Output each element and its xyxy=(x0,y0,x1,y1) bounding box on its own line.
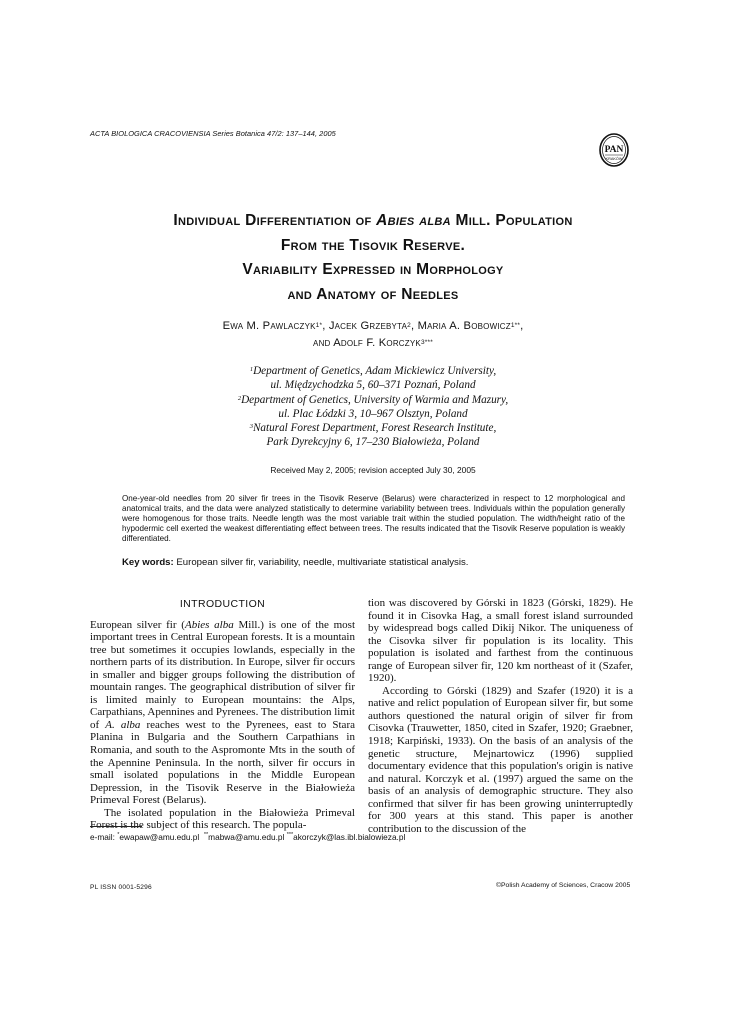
article-title xyxy=(60,209,686,307)
author-name: Jacek Grzebyta xyxy=(328,320,408,332)
affiliation-line: ul. Plac Łódzki 3, 10–967 Olsztyn, Poland xyxy=(278,407,468,420)
paragraph: The isolated population in the Białowieża Primeval Forest is the subject of this research. The popula- xyxy=(90,806,355,832)
author-name: Ewa M. Pawlaczyk xyxy=(222,320,316,332)
email-link[interactable]: akorczyk@las.ibl.bialowieza.pl xyxy=(293,832,406,842)
affiliation-line: $^1$Department of Genetics, Adam Mickiewicz University, xyxy=(249,365,497,377)
species-name: Abies alba xyxy=(376,212,451,229)
affiliation-line: Park Dyrekcyjny 6, 17–230 Białowieża, Poland xyxy=(266,436,480,449)
author-line-2: and Adolf F. Korczyk$^{3***}$ xyxy=(313,337,433,349)
logo-krakow-text: KRAKÓW xyxy=(605,157,623,161)
affiliation-line: $^2$Department of Genetics, University of Warmia and Mazury, xyxy=(237,393,509,406)
issn: PL ISSN 0001-5296 xyxy=(90,884,152,891)
keywords-label: Key words: xyxy=(122,557,174,568)
footnote-emails: e-mail: *ewapaw@amu.edu.pl **mabwa@amu.edu.pl ***akorczyk@las.ibl.bialowieza.pl xyxy=(90,832,406,842)
author-name: Maria A. Bobowicz xyxy=(417,320,511,332)
journal-header xyxy=(90,129,336,138)
received-dates: Received May 2, 2005; revision accepted July 30, 2005 xyxy=(270,465,476,475)
title-line-1: Individual Differentiation of Abies alba Mill. Population xyxy=(173,212,573,229)
body-column-right xyxy=(368,597,633,835)
abstract: One-year-old needles from 20 silver fir trees in the Tisovik Reserve (Belarus) were characterized in respect to 12 morphological and anatomical traits, and the data were analyzed statistically to determine variability between trees. Individuals within the population generally were homogenous for those traits. Needle length was the most variable trait within the studied population. The width/height ratio of the hypodermic cell exerted the weakest differentiating effect between trees. The results indicated that the Tisovik Reserve population is weakly differentiated. xyxy=(122,494,625,543)
title-line-4: and Anatomy of Needles xyxy=(287,285,459,303)
logo-pan-text: PAN xyxy=(604,145,624,155)
author-line-1: Ewa M. Pawlaczyk$^{1*}$, Jacek Grzebyta$^2$, Maria A. Bobowicz$^{1**}$, xyxy=(222,320,524,332)
paragraph: According to Górski (1829) and Szafer (1920) it is a native and relict population of European silver fir, but some authors questioned the natural origin of silver fir from Cisovka (Trauwetter, 1850, cited in Szafer, 1920; Graebner, 1918; Karpiński, 1933). On the basis of an analysis of the genetic structure, Mejnartowicz (1996) supplied documentary evidence that this population's origin is native and natural. Korczyk et al. (1997) argued the same on the basis of an analysis of demographic structure. They also confirmed that silver fir has been growing uninterruptedly for 300 years at this stand. This paper is another contribution to the discussion of the xyxy=(368,684,633,835)
affiliation-line: $^3$Natural Forest Department, Forest Research Institute, xyxy=(249,422,497,435)
journal-series: Series Botanica xyxy=(212,129,265,138)
journal-name: ACTA BIOLOGICA CRACOVIENSIA xyxy=(90,129,211,138)
affiliation-line: ul. Międzychodzka 5, 60–371 Poznań, Poland xyxy=(270,379,476,392)
paragraph-continued: tion was discovered by Górski in 1823 (Górski, 1829). He found it in Cisovka Hag, a small forest island surrounded by widespread bogs called Dikij Nikor. The uniqueness of the Cisovka silver fir population is its locality. This population is isolated and farthest from the continuous range of European silver fir, 120 km northeast of it (Szafer, 1920). xyxy=(368,597,633,685)
paragraph: European silver fir (Abies alba Mill.) is one of the most important trees in Central European forests. It is a mountain tree but sometimes it occupies lowlands, especially in the northern parts of its distribution. In Europe, silver fir occurs in smaller and bigger groups following the distribution of mountain ranges. The geographical distribution of silver fir is limited mainly to European mountains: the Alps, Carpathians, Apennines and Pyrenees. The distribution limit of A. alba reaches west to the Pyrenees, east to Stara Planina in Bulgaria and the Southern Carpathians in Romania, and south to the Aspromonte Mts in the south of the Apennine Peninsula. In the north, silver fir occurs in small isolated populations in the Middle European Depression, in the Tisovik Reserve in the Białowieża Primeval Forest (Belarus). xyxy=(90,618,355,807)
author-name: Adolf F. Korczyk xyxy=(333,337,421,349)
keywords xyxy=(122,557,625,568)
email-link[interactable]: ewapaw@amu.edu.pl xyxy=(119,832,200,842)
title-line-3: Variability Expressed in Morphology xyxy=(242,261,504,278)
pan-krakow-logo xyxy=(596,128,632,172)
title-line-2: From the Tisovik Reserve. xyxy=(280,236,466,254)
section-heading-introduction: INTRODUCTION xyxy=(179,598,266,610)
keywords-text: European silver fir, variability, needle, multivariate statistical analysis. xyxy=(173,557,469,568)
journal-issue: 47/2: 137–144, 2005 xyxy=(267,129,336,138)
copyright: ©Polish Academy of Sciences, Cracow 2005 xyxy=(496,882,631,889)
author-list xyxy=(60,318,686,352)
footnote-rule xyxy=(90,826,142,827)
copyright-icon: © xyxy=(496,882,502,889)
body-column-left xyxy=(90,597,355,832)
email-link[interactable]: mabwa@amu.edu.pl xyxy=(208,832,285,842)
affiliations xyxy=(60,364,686,450)
